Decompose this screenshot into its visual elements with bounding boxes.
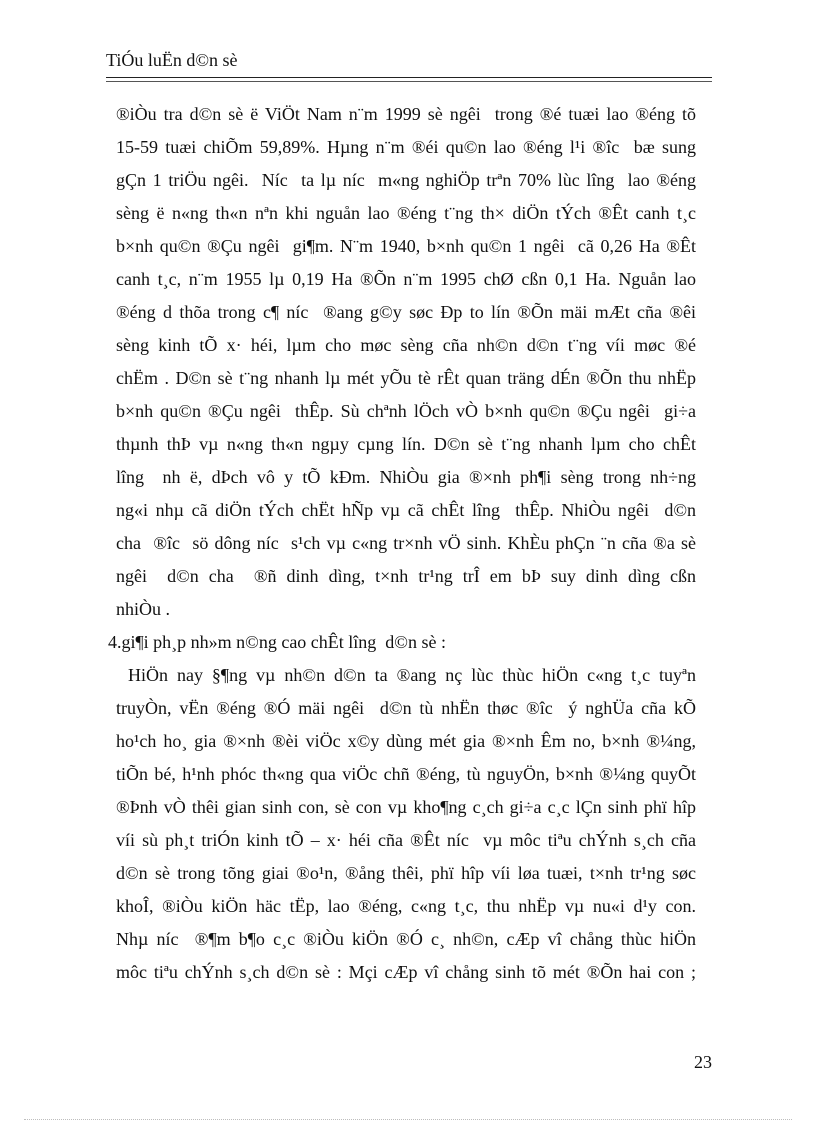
text-line: HiÖn nay §¶ng vµ nh©n d©n ta ®ang nç lùc thùc hiÖn c«ng t¸c tuyªn: [128, 665, 696, 685]
section-heading: 4.gi¶i ph¸p nh»m n©ng cao chÊt lîng d©n sè :: [108, 632, 446, 652]
text-line: ®Þnh vÒ thêi gian sinh con, sè con vµ kho¶ng c¸ch gi÷a c¸c lÇn sinh phï hîp: [116, 797, 696, 817]
text-line: d©n sè trong tõng giai ®o¹n, ®ång thêi, phï hîp víi løa tuæi, t×nh tr¹ng søc: [116, 863, 696, 883]
text-line: ®éng d thõa trong c¶ níc ®ang g©y søc Ðp to lín ®Õn mäi mÆt cña ®êi: [116, 302, 696, 322]
header-rule-thick: [106, 77, 712, 78]
text-line: sèng kinh tÕ x· héi, lµm cho møc sèng cña nh©n d©n t¨ng víi møc ®é: [116, 335, 696, 355]
text-line: cha ®îc sö dông níc s¹ch vµ c«ng tr×nh vÖ sinh. KhÈu phÇn ¨n cña ®a sè: [116, 533, 696, 553]
text-line: tiÕn bé, h¹nh phóc th«ng qua viÖc chñ ®éng, tù nguyÖn, b×nh ®¼ng quyÕt: [116, 764, 696, 784]
page-number: 23: [694, 1052, 712, 1072]
text-line: víi sù ph¸t triÓn kinh tÕ – x· héi cña ®Êt níc vµ môc tiªu chÝnh s¸ch cña: [116, 830, 696, 850]
text-line: ng«i nhµ cã diÖn tÝch chËt hÑp vµ cã chÊt lîng thÊp. NhiÒu ngêi d©n: [116, 500, 696, 520]
text-line: b×nh qu©n ®Çu ngêi gi¶m. N¨m 1940, b×nh qu©n 1 ngêi cã 0,26 Ha ®Êt: [116, 236, 696, 256]
text-line: thµnh thÞ vµ n«ng th«n ngµy cµng lín. D©n sè t¨ng nhanh lµm cho chÊt: [116, 434, 696, 454]
text-line: Nhµ níc ®¶m b¶o c¸c ®iÒu kiÖn ®Ó c¸ nh©n, cÆp vî chång thùc hiÖn: [116, 929, 696, 949]
text-line: môc tiªu chÝnh s¸ch d©n sè : Mçi cÆp vî chång sinh tõ mét ®Õn hai con ;: [116, 962, 696, 982]
text-line: chËm . D©n sè t¨ng nhanh lµ mét yÕu tè rÊt quan träng dÉn ®Õn thu nhËp: [116, 368, 696, 388]
text-line: lîng nh ë, dÞch vô y tÕ kÐm. NhiÒu gia ®×nh ph¶i sèng trong nh÷ng: [116, 467, 696, 487]
text-line: truyÒn, vËn ®éng ®Ó mäi ngêi d©n tù nhËn thøc ®îc ý nghÜa cña kÕ: [116, 698, 696, 718]
text-line: gÇn 1 triÖu ngêi. Níc ta lµ níc m«ng nghiÖp trªn 70% lùc lîng lao ®éng: [116, 170, 696, 190]
page-bottom-border: [24, 1119, 792, 1120]
header-rule-thin: [106, 81, 712, 82]
header-title: TiÓu luËn d©n sè: [106, 50, 238, 70]
text-line: khoÎ, ®iÒu kiÖn häc tËp, lao ®éng, c«ng t¸c, thu nhËp vµ nu«i d¹y con.: [116, 896, 696, 916]
text-line: nhiÒu .: [116, 599, 170, 619]
text-line: b×nh qu©n ®Çu ngêi thÊp. Sù chªnh lÖch vÒ b×nh qu©n ®Çu ngêi gi÷a: [116, 401, 696, 421]
text-line: ®iÒu tra d©n sè ë ViÖt Nam n¨m 1999 sè ngêi trong ®é tuæi lao ®éng tõ: [116, 104, 696, 124]
text-line: 15-59 tuæi chiÕm 59,89%. Hµng n¨m ®éi qu©n lao ®éng l¹i ®îc bæ sung: [116, 137, 696, 157]
text-line: ngêi d©n cha ®ñ dinh dìng, t×nh tr¹ng trÎ em bÞ suy dinh dìng cßn: [116, 566, 696, 586]
text-line: sèng ë n«ng th«n nªn khi nguån lao ®éng t¨ng th× diÖn tÝch ®Êt canh t¸c: [116, 203, 696, 223]
text-line: ho¹ch ho¸ gia ®×nh ®èi viÖc x©y dùng mét gia ®×nh Êm no, b×nh ®¼ng,: [116, 731, 696, 751]
text-line: canh t¸c, n¨m 1955 lµ 0,19 Ha ®Õn n¨m 1995 chØ cßn 0,1 Ha. Nguån lao: [116, 269, 696, 289]
